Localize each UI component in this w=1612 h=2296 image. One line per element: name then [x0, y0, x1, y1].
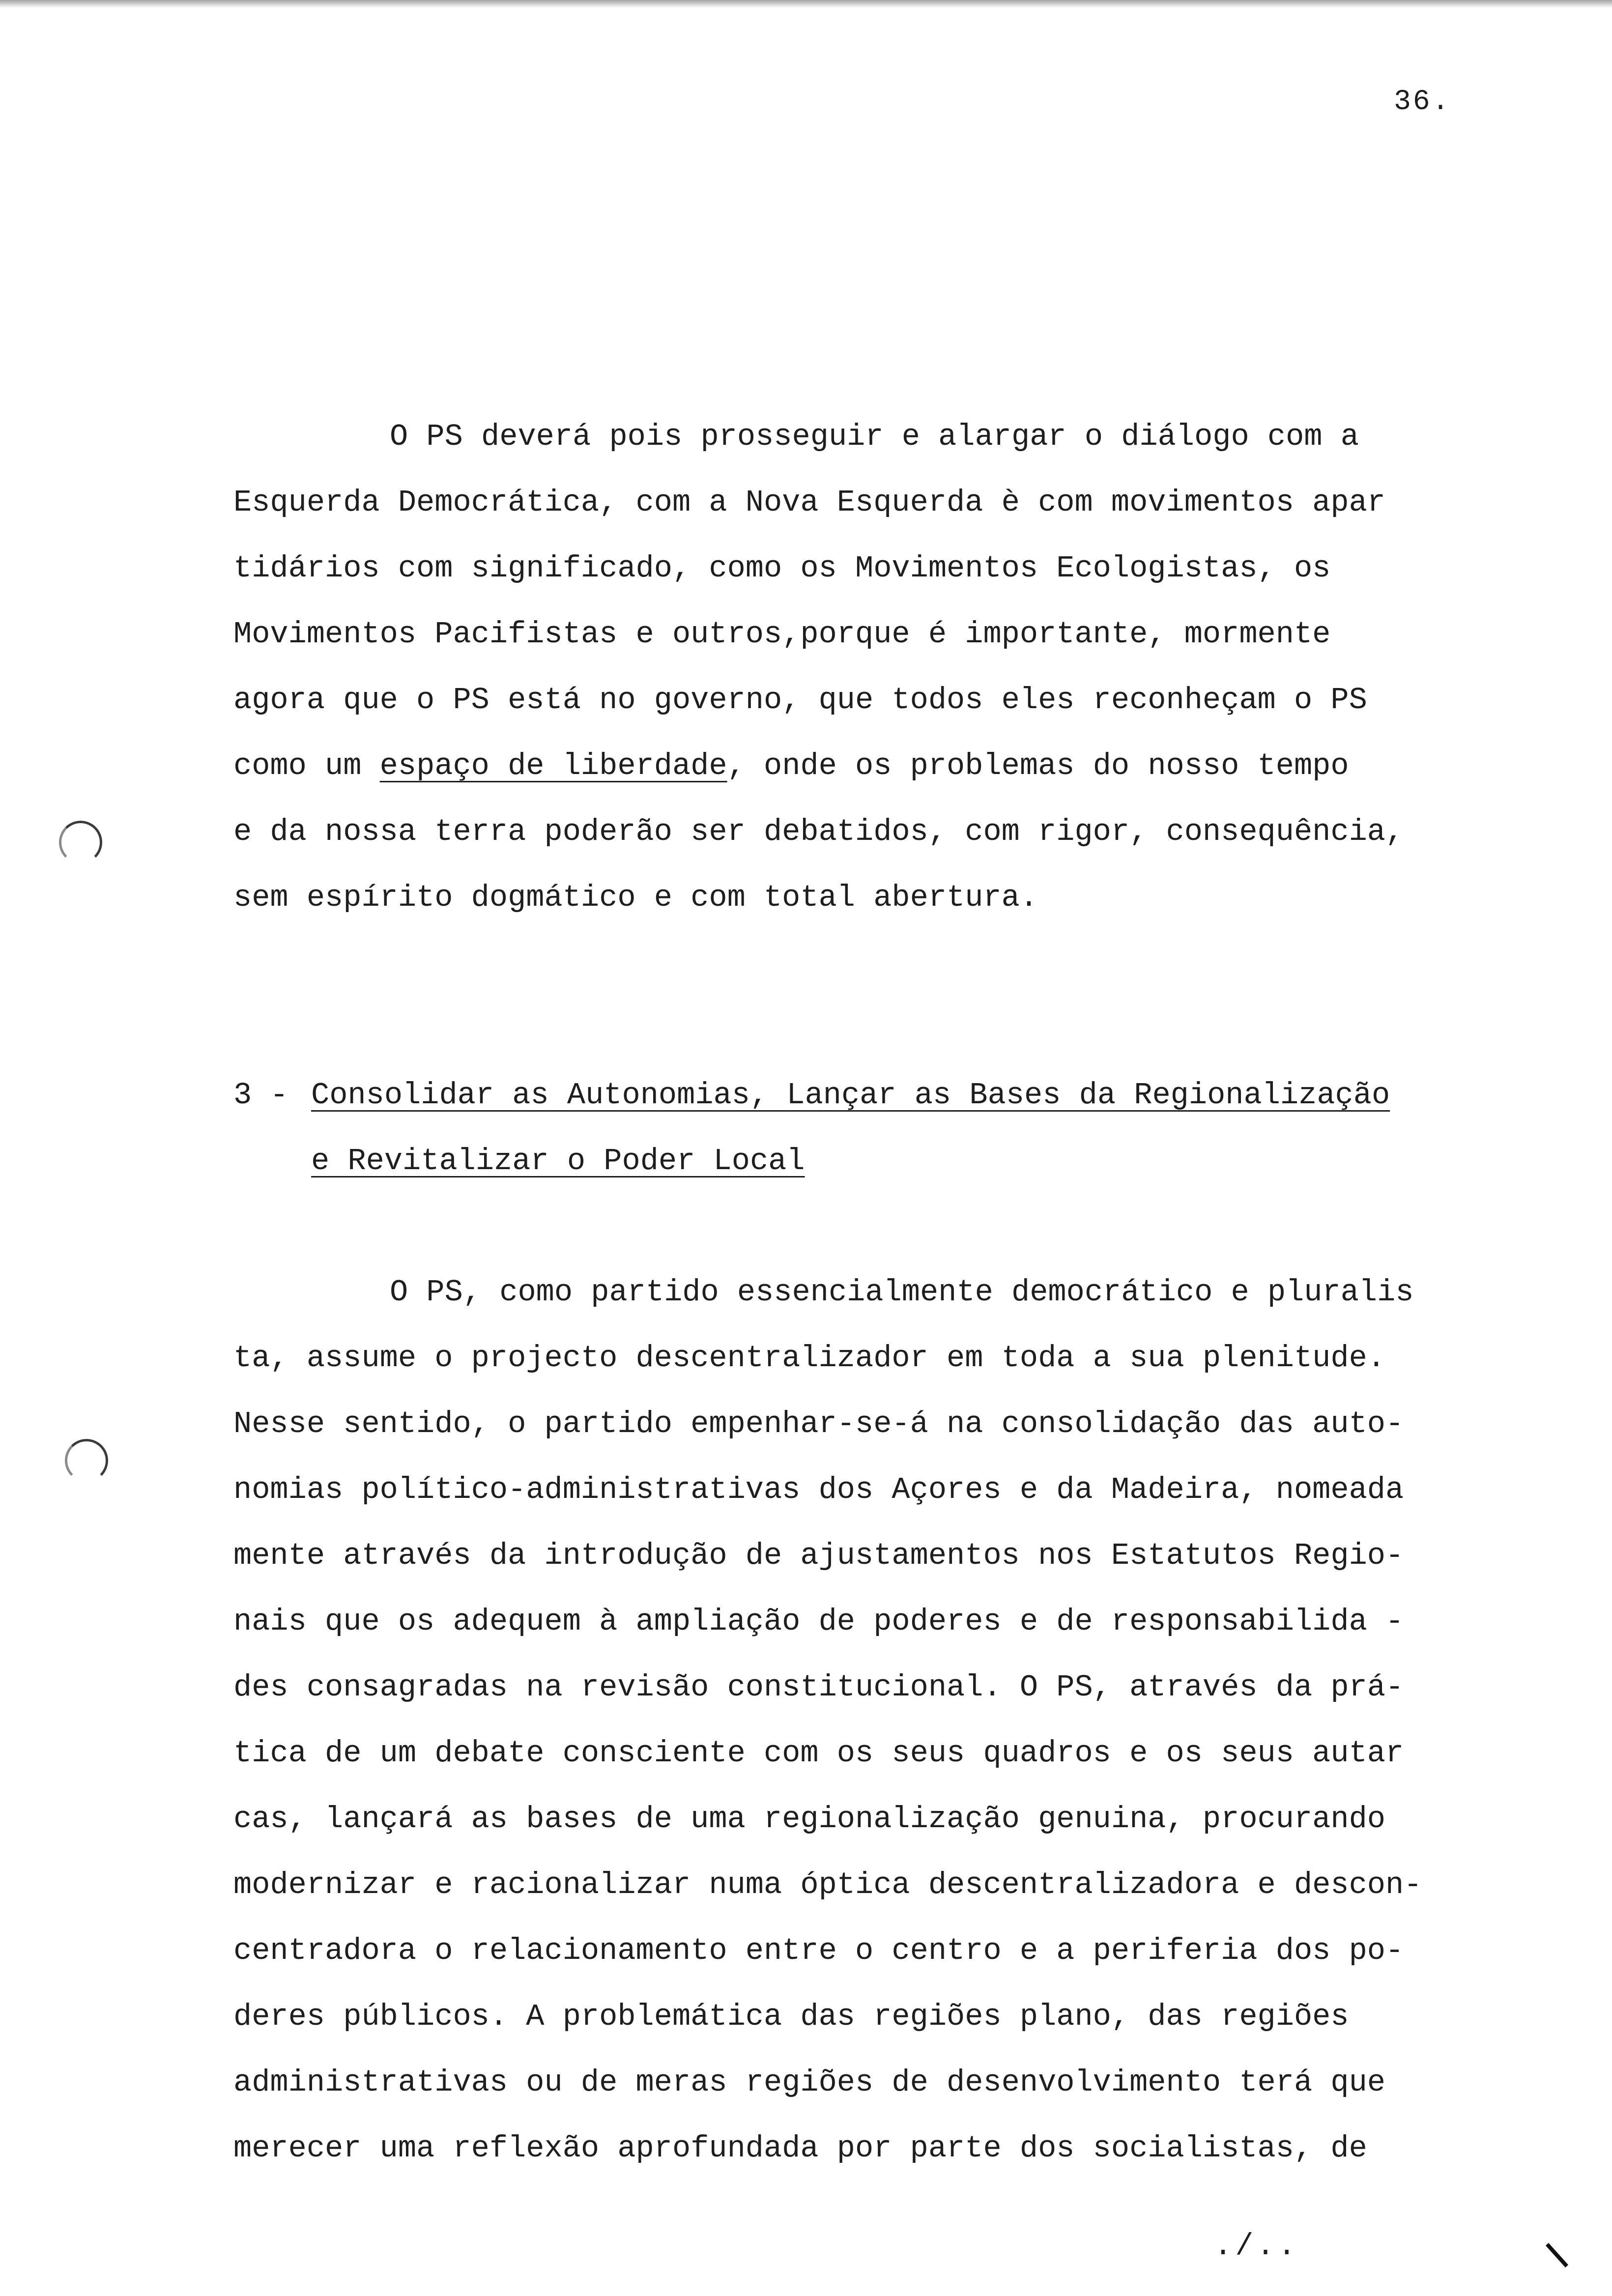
paragraph-line: O PS deverá pois prosseguir e alargar o diálogo com a [390, 419, 1359, 454]
paragraph-dialogue [233, 404, 1501, 931]
punch-hole-icon [65, 1439, 108, 1482]
paragraph-line: mente através da introdução de ajustamentos nos Estatutos Regio- [233, 1538, 1404, 1573]
paragraph-line: cas, lançará as bases de uma regionalização genuina, procurando [233, 1802, 1385, 1837]
paragraph-line: tica de um debate consciente com os seus quadros e os seus autar [233, 1736, 1404, 1771]
paragraph-autonomies [233, 1260, 1501, 2181]
section-heading [233, 1062, 1501, 1194]
paragraph-line: sem espírito dogmático e com total abertura. [233, 880, 1038, 915]
paragraph-line: centradora o relacionamento entre o centro e a periferia dos po- [233, 1933, 1404, 1968]
paragraph-line: O PS, como partido essencialmente democrático e pluralis [390, 1275, 1414, 1310]
text-segment: como um [233, 748, 380, 783]
section-number: 3 - [233, 1078, 288, 1113]
paragraph-line: des consagradas na revisão constitucional. O PS, através da prá- [233, 1670, 1404, 1705]
page-number: 36. [1394, 86, 1451, 118]
continuation-marker: ./.. [1214, 2229, 1299, 2264]
paragraph-line: administrativas ou de meras regiões de desenvolvimento terá que [233, 2065, 1385, 2100]
scan-edge-shadow [0, 0, 1612, 8]
paragraph-line: merecer uma reflexão aprofundada por parte dos socialistas, de [233, 2131, 1367, 2166]
paragraph-line: agora que o PS está no governo, que todos eles reconheçam o PS [233, 683, 1367, 718]
underlined-phrase: espaço de liberdade [379, 748, 727, 783]
section-title-continued: e Revitalizar o Poder Local [311, 1144, 805, 1178]
section-heading-line [233, 1062, 1501, 1128]
paragraph-line: modernizar e racionalizar numa óptica descentralizadora e descon- [233, 1867, 1422, 1902]
paragraph-line: ta, assume o projecto descentralizador em toda a sua plenitude. [233, 1341, 1385, 1376]
paragraph-line [233, 733, 1501, 799]
paragraph-line: Nesse sentido, o partido empenhar-se-á na consolidação das auto- [233, 1406, 1404, 1441]
paragraph-line: e da nossa terra poderão ser debatidos, com rigor, consequência, [233, 814, 1404, 849]
paragraph-line: nais que os adequem à ampliação de poderes e de responsabilida - [233, 1604, 1404, 1639]
punch-hole-icon [59, 821, 102, 864]
section-heading-line [233, 1128, 1501, 1194]
text-segment: , onde os problemas do nosso tempo [727, 748, 1349, 783]
stray-pen-mark [1546, 2243, 1568, 2267]
paragraph-line: nomias político-administrativas dos Açores e da Madeira, nomeada [233, 1472, 1404, 1507]
paragraph-line: Movimentos Pacifistas e outros,porque é importante, mormente [233, 617, 1331, 652]
paragraph-line: tidários com significado, como os Movimentos Ecologistas, os [233, 551, 1331, 586]
paragraph-line: deres públicos. A problemática das regiões plano, das regiões [233, 1999, 1349, 2034]
paragraph-line: Esquerda Democrática, com a Nova Esquerda è com movimentos apar [233, 485, 1385, 520]
section-title: Consolidar as Autonomias, Lançar as Bases da Regionalização [311, 1078, 1390, 1113]
